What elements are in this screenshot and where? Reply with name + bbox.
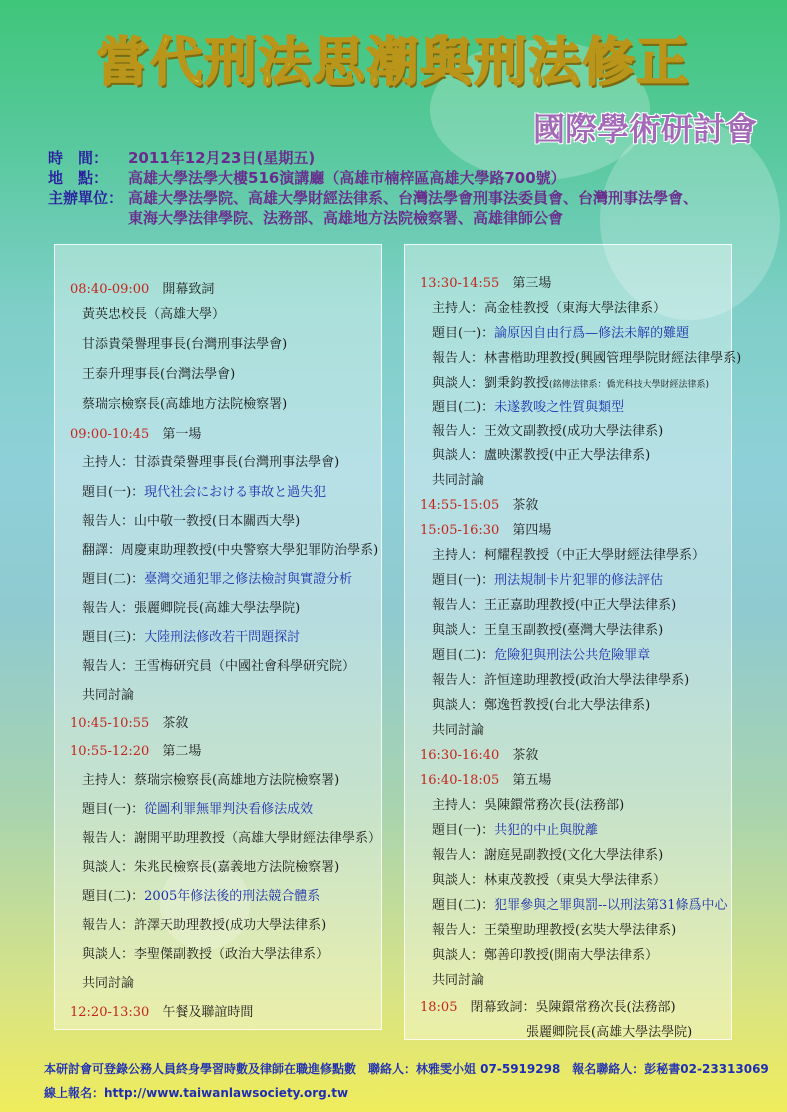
s4-discussant1: 與談人：王皇玉副教授(臺灣大學法律系) [432,623,664,638]
s5-reporter1: 報告人：謝庭晃副教授(文化大學法律系) [432,848,664,863]
s3-topic2-label: 題目(二)： [432,400,495,415]
host-value-line1: 高雄大學法學院、高雄大學財經法律系、台灣法學會刑事法委員會、台灣刑事法學會、 [128,189,699,207]
s4-reporter2: 報告人：許恒達助理教授(政治大學法律學系) [432,673,690,688]
session5-time: 16:40-18:05 [420,773,500,788]
s1-topic3-label: 題目(三)： [82,630,145,645]
event-info [48,148,768,228]
s1-topic2: 臺灣交通犯罪之修法檢討與實證分析 [144,572,353,587]
poster-title: 當代刑法思潮與刑法修正 [96,33,691,93]
tea1-title: 茶敘 [162,716,189,731]
s1-reporter3: 報告人：王雪梅研究員（中國社會科學研究院） [82,659,356,674]
time-label: 時 間： [48,149,109,167]
s5-discussant1: 與談人：林東茂教授（東吳大學法律系） [432,873,667,888]
s2-reporter1: 報告人：謝開平助理教授（高雄大學財經法律學系） [82,831,382,846]
s3-discussant2: 與談人：盧映潔教授(中正大學法律系) [432,448,651,463]
s1-topic1: 現代社会における事故と過失犯 [144,485,327,500]
s3-reporter1: 報告人：林書楷助理教授(興國管理學院財經法律學系) [432,351,742,366]
s2-topic2-label: 題目(二)： [82,889,145,904]
session1-host: 主持人：甘添貴榮譽理事長(台灣刑事法學會) [82,455,340,470]
opening-title: 開幕致詞 [162,282,215,297]
tea3-title: 茶敘 [512,748,539,763]
s3-topic1-label: 題目(一)： [432,326,495,341]
footer-contact: 本研討會可登錄公務人員終身學習時數及律師在職進修點數 聯絡人：林雅雯小姐 07-5919298 報名聯絡人：彭秘書02-23313069 [44,1062,769,1076]
s1-topic2-label: 題目(二)： [82,572,145,587]
poster-subtitle: 國際學術研討會 [532,110,757,148]
s4-discussion: 共同討論 [432,723,485,738]
closing-speaker-1: 閉幕致詞：吳陳鐶常務次長(法務部) [470,1000,676,1015]
s1-discussion: 共同討論 [82,688,135,703]
s3-reporter2: 報告人：王效文副教授(成功大學法律系) [432,424,664,439]
session1-title: 第一場 [162,427,202,442]
opening-speaker-2: 甘添貴榮譽理事長(台灣刑事法學會) [82,337,288,352]
s2-reporter2: 報告人：許澤天助理教授(成功大學法律系) [82,918,327,933]
s4-topic2: 危險犯與刑法公共危險罪章 [494,648,651,663]
s5-discussion: 共同討論 [432,973,485,988]
s5-topic2: 犯罪參與之罪與罰--以刑法第31條爲中心 [494,898,728,913]
s4-topic1: 刑法規制卡片犯罪的修法評估 [494,573,664,588]
s5-discussant2: 與談人：鄭善印教授(開南大學法律系） [432,948,659,963]
tea2-title: 茶敘 [512,498,539,513]
s2-topic1-label: 題目(一)： [82,802,145,817]
lunch-title: 午餐及聯誼時間 [162,1005,254,1020]
session3-time: 13:30-14:55 [420,276,500,291]
s1-topic3: 大陸刑法修改若干問題探討 [144,630,301,645]
s1-reporter2: 報告人：張麗卿院長(高雄大學法學院) [82,601,301,616]
s2-discussant2: 與談人：李聖傑副教授（政治大學法律系） [82,947,330,962]
s5-topic1: 共犯的中止與脫離 [494,823,599,838]
host-value-line2: 東海大學法律學院、法務部、高雄地方法院檢察署、高雄律師公會 [128,209,564,227]
s1-reporter1: 報告人：山中敬一教授(日本關西大學) [82,514,301,529]
s5-reporter2: 報告人：王榮聖助理教授(玄奘大學法律系) [432,923,677,938]
opening-speaker-1: 黃英忠校長（高雄大學） [82,307,226,322]
opening-time: 08:40-09:00 [70,282,150,297]
footer-registration[interactable]: 線上報名：http://www.taiwanlawsociety.org.tw [44,1086,349,1100]
session5-title: 第五場 [512,773,552,788]
tea3-time: 16:30-16:40 [420,748,500,763]
s3-discussant1: 與談人：劉秉鈞教授 [432,376,550,391]
s4-topic1-label: 題目(一)： [432,573,495,588]
s3-discussant1-affiliation: (銘傳法律系：僑光科技大學財經法律系) [549,380,710,390]
time-value: 2011年12月23日(星期五) [128,149,316,167]
session4-time: 15:05-16:30 [420,523,500,538]
s2-discussant1: 與談人：朱兆民檢察長(嘉義地方法院檢察署) [82,860,340,875]
session3-host: 主持人：高金桂教授（東海大學法律系） [432,301,667,316]
closing-time: 18:05 [420,1000,458,1015]
s5-topic1-label: 題目(一)： [432,823,495,838]
s2-topic2: 2005年修法後的刑法競合體系 [144,889,321,904]
opening-speaker-3: 王泰升理事長(台灣法學會) [82,367,236,382]
session4-host: 主持人：柯耀程教授（中正大學財經法律學系） [432,548,706,563]
session2-title: 第二場 [162,744,202,759]
s4-reporter1: 報告人：王正嘉助理教授(中正大學法律系) [432,598,677,613]
place-value: 高雄大學法學大樓516演講廳（高雄市楠梓區高雄大學路700號） [128,169,566,187]
s5-topic2-label: 題目(二)： [432,898,495,913]
s3-topic1: 論原因自由行爲—修法未解的難題 [494,326,690,341]
s4-topic2-label: 題目(二)： [432,648,495,663]
s3-discussion: 共同討論 [432,473,485,488]
place-label: 地 點： [48,169,109,187]
host-label: 主辦單位： [48,189,124,207]
session2-host: 主持人：蔡瑞宗檢察長(高雄地方法院檢察署) [82,773,340,788]
s2-discussion: 共同討論 [82,976,135,991]
session5-host: 主持人：吳陳鐶常務次長(法務部) [432,798,625,813]
session1-time: 09:00-10:45 [70,427,150,442]
lunch-time: 12:20-13:30 [70,1005,150,1020]
session4-title: 第四場 [512,523,552,538]
opening-speaker-4: 蔡瑞宗檢察長(高雄地方法院檢察署) [82,397,288,412]
session2-time: 10:55-12:20 [70,744,150,759]
tea1-time: 10:45-10:55 [70,716,150,731]
s1-topic1-label: 題目(一)： [82,485,145,500]
tea2-time: 14:55-15:05 [420,498,500,513]
closing-speaker-2: 張麗卿院長(高雄大學法學院) [526,1025,693,1040]
s1-translator: 翻譯：周慶東助理教授(中央警察大學犯罪防治學系) [82,543,379,558]
s2-topic1: 從圖利罪無罪判決看修法成效 [144,802,314,817]
session3-title: 第三場 [512,276,552,291]
s3-topic2: 未遂教唆之性質與類型 [494,400,625,415]
s4-discussant2: 與談人：鄭逸哲教授(台北大學法律系) [432,698,651,713]
